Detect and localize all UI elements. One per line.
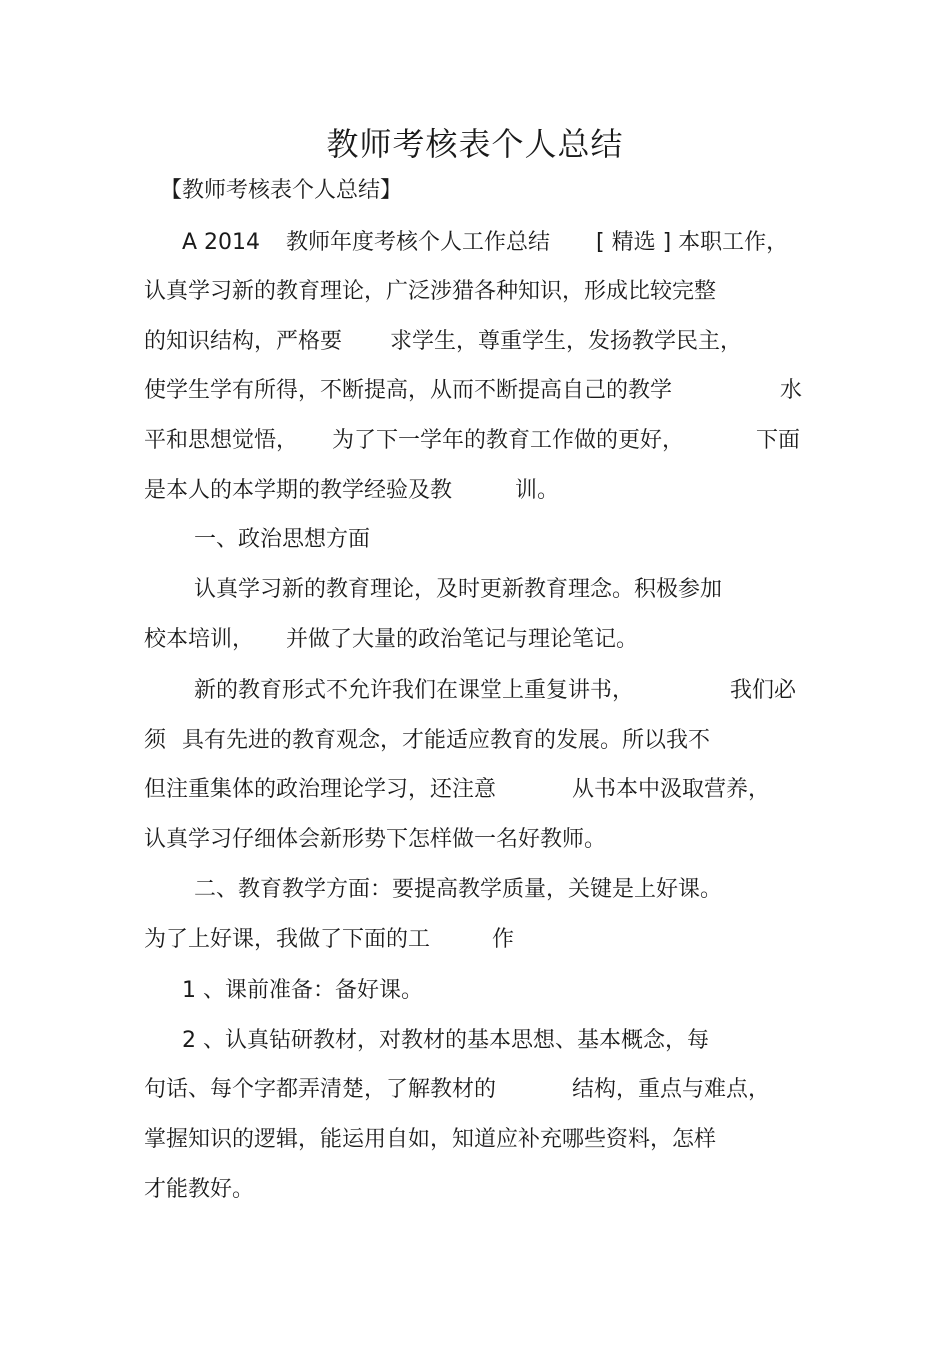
text-line: 使学生学有所得，不断提高，从而不断提高自己的教学 xyxy=(144,378,673,403)
text-line: 认真学习仔细体会新形势下怎样做一名好教师。 xyxy=(144,827,607,852)
text-line: 校本培训， xyxy=(144,627,255,652)
text-line: 具有先进的教育观念，才能适应教育的发展。所以我不 xyxy=(182,728,711,753)
text-line: 句话、每个字都弄清楚，了解教材的 xyxy=(144,1077,497,1102)
document-subtitle: 【教师考核表个人总结】 xyxy=(160,178,403,203)
text-line: 并做了大量的政治笔记与理论笔记。 xyxy=(286,627,639,652)
text-line: 我们必 xyxy=(730,678,797,703)
text-line: A 2014 xyxy=(182,230,261,255)
text-line: 水 xyxy=(780,378,803,403)
text-line: 是本人的本学期的教学经验及教 xyxy=(144,478,453,503)
text-line: 的知识结构，严格要 xyxy=(144,329,343,354)
text-line: 须 xyxy=(144,728,167,753)
text-line: 但注重集体的政治理论学习，还注意 xyxy=(144,777,497,802)
text-line: 新的教育形式不允许我们在课堂上重复讲书， xyxy=(194,678,635,703)
text-line: 结构，重点与难点， xyxy=(572,1077,771,1102)
document-title: 教师考核表个人总结 xyxy=(326,125,624,163)
section-heading: 二、教育教学方面：要提高教学质量，关键是上好课。 xyxy=(194,877,723,902)
text-line: [ 精选 ] 本职工作， xyxy=(596,230,789,255)
text-line: 认真学习新的教育理论，及时更新教育理念。积极参加 xyxy=(194,577,723,602)
text-line: 求学生，尊重学生，发扬教学民主， xyxy=(390,329,743,354)
text-line: 下面 xyxy=(756,428,801,453)
text-line: 为了下一学年的教育工作做的更好， xyxy=(332,428,685,453)
text-line: 教师年度考核个人工作总结 xyxy=(286,230,551,255)
text-line: 认真学习新的教育理论，广泛涉猎各种知识，形成比较完整 xyxy=(144,279,717,304)
text-line: 从书本中汲取营养， xyxy=(572,777,771,802)
text-line: 训。 xyxy=(515,478,560,503)
text-line: 作 xyxy=(492,927,515,952)
text-line: 掌握知识的逻辑，能运用自如，知道应补充哪些资料，怎样 xyxy=(144,1127,717,1152)
text-line: 平和思想觉悟， xyxy=(144,428,299,453)
text-line: 才能教好。 xyxy=(144,1177,255,1202)
section-heading: 一、政治思想方面 xyxy=(194,527,371,552)
text-line: 为了上好课，我做了下面的工 xyxy=(144,927,431,952)
list-item: 1 、课前准备：备好课。 xyxy=(182,978,423,1003)
list-item: 2 、认真钻研教材，对教材的基本思想、基本概念，每 xyxy=(182,1028,709,1053)
